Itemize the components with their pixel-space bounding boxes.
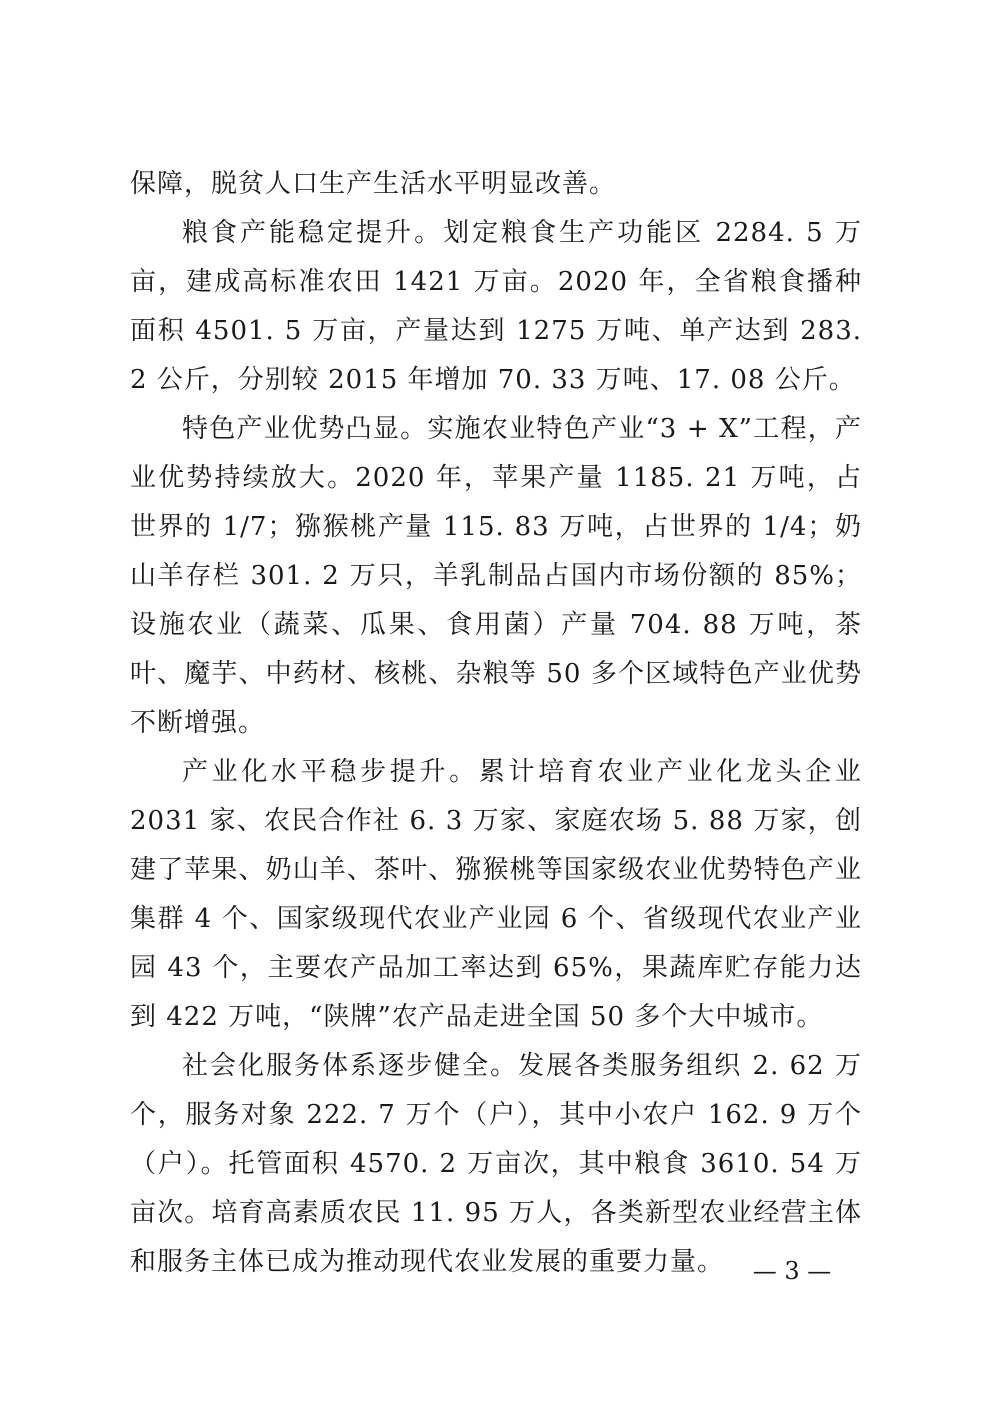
- paragraph-grain-capacity: 粮食产能稳定提升。划定粮食生产功能区 2284. 5 万亩，建成高标准农田 1421 万亩。2020 年，全省粮食播种面积 4501. 5 万亩，产量达到 1275 万吨、单产达到 283. 2 公斤，分别较 2015 年增加 70. 33 万吨、17. 08 公斤。: [130, 218, 862, 395]
- paragraph-social-services: 社会化服务体系逐步健全。发展各类服务组织 2. 62 万个，服务对象 222. 7 万个（户），其中小农户 162. 9 万个（户）。托管面积 4570. 2 万亩次，其中粮食 3610. 54 万亩次。培育高素质农民 11. 95 万人，各类新型农业经营主体和服务主体已成为推动现代农业发展的重要力量。: [130, 1051, 862, 1277]
- paragraph-continuation: 保障，脱贫人口生产生活水平明显改善。: [130, 169, 617, 199]
- page-number: — 3 —: [752, 1257, 832, 1285]
- paragraph-industrialization: 产业化水平稳步提升。累计培育农业产业化龙头企业 2031 家、农民合作社 6. 3 万家、家庭农场 5. 88 万家，创建了苹果、奶山羊、茶叶、猕猴桃等国家级农业优势特色产业集群 4 个、国家级现代农业产业园 6 个、省级现代农业产业园 43 个，主要农产品加工率达到 65%，果蔬库贮存能力达到 422 万吨，“陕牌”农产品走进全国 50 多个大中城市。: [130, 757, 862, 1032]
- document-body: [130, 160, 862, 1287]
- paragraph-specialty-industry: 特色产业优势凸显。实施农业特色产业“3 + X”工程，产业优势持续放大。2020 年，苹果产量 1185. 21 万吨，占世界的 1/7；猕猴桃产量 115. 83 万吨，占世界的 1/4；奶山羊存栏 301. 2 万只，羊乳制品占国内市场份额的 85%；设施农业（蔬菜、瓜果、食用菌）产量 704. 88 万吨，茶叶、魔芋、中药材、核桃、杂粮等 50 多个区域特色产业优势不断增强。: [130, 414, 862, 738]
